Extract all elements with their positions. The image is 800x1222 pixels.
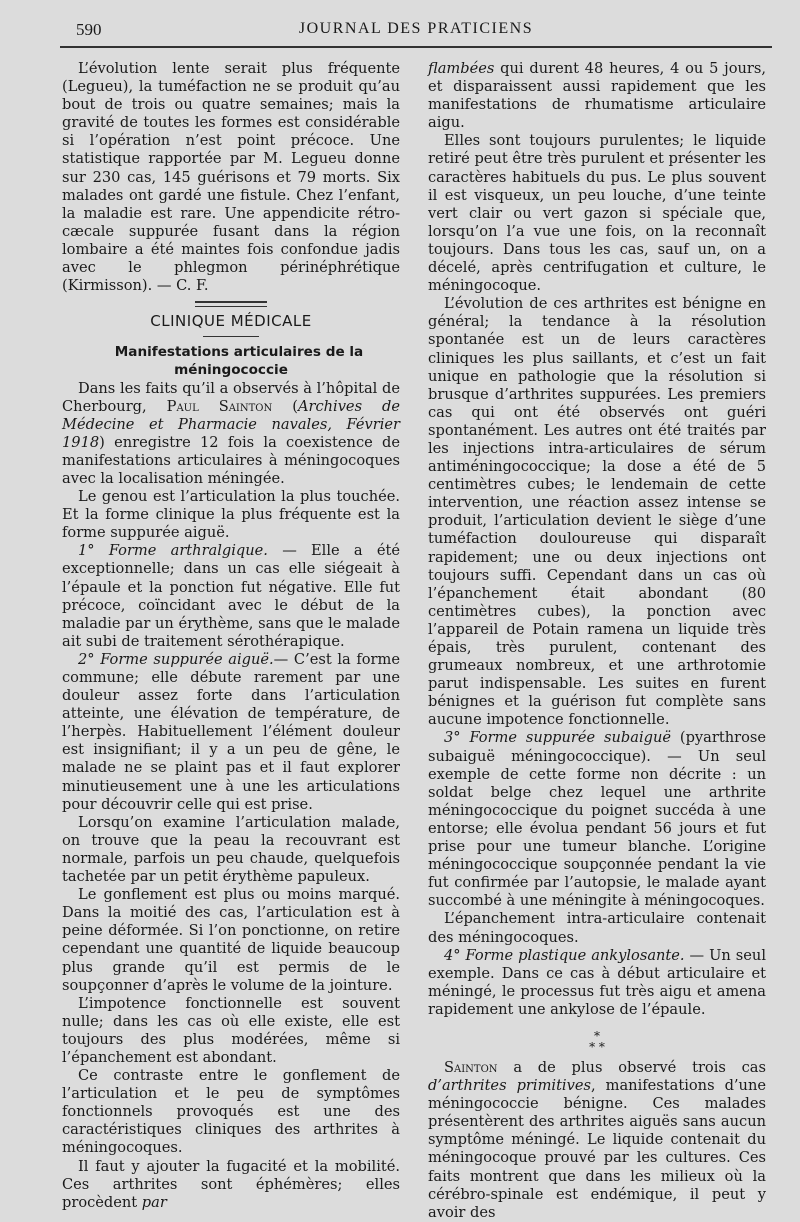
paragraph-purulentes: Elles sont toujours purulentes; le liquide retiré peut être très purulent et présenter les caractères habituels du pus. Le plus souvent il est visqueux, un peu louche, d’une teinte vert clair ou vert gazon si spéciale que, lorsqu’on l’a vue une fois, on la reconnaît toujours. Dans tous les cas, sauf un, on a décelé, après centrifugation et culture, le méningocoque. [428,132,766,295]
form-label: 2° Forme suppurée aiguë. [78,650,274,668]
paragraph-appendicite-conclusion: L’évolution lente serait plus fréquente (Legueu), la tuméfaction ne se produit qu’au bout de trois ou quatre semaines; mais la gravité de toutes les formes est considérable si l’opération n’est point précoce. Une statistique rapportée par M. Legueu donne sur 230 cas, 145 guérisons et 79 morts. Six malades ont gardé une fistule. Chez l’enfant, la maladie est rare. Une appendicite rétro-cæcale suppurée fusant dans la région lombaire a été maintes fois confondue jadis avec le phlegmon périnéphrétique (Kirmisson). — C. F. [62,60,400,295]
author-name: Sainton [444,1058,498,1076]
running-title: JOURNAL DES PRATICIENS [298,20,534,37]
heading-underline [203,336,259,337]
paragraph-genou: Le genou est l’articulation la plus touchée. Et la forme clinique la plus fréquente est la forme suppurée aiguë. [62,488,400,542]
paragraph-arthrites-primitives: Sainton a de plus observé trois cas d’arthrites primitives, manifestations d’une méningococcie bénigne. Ces malades présentèrent des arthrites aiguës sans aucun symptôme méningé. Le liquide contenait du méningocoque prouvé par les cultures. Ces faits montrent que dans les milieux où la cérébro-spinale est endémique, il peut y avoir des [428,1058,766,1221]
author-name: Paul Sainton [166,397,273,415]
paragraph-forme-plastique: 4° Forme plastique ankylosante. — Un seul exemple. Dans ce cas à début articulaire et méningé, le processus fut très aigu et amena rapidement une ankylose de l’épaule. [428,946,767,1018]
form-label: 1° Forme arthralgique. [78,542,268,560]
left-column [62,60,400,1212]
section-divider [195,301,267,307]
paragraph-gonflement: Le gonflement est plus ou moins marqué. Dans la moitié des cas, l’articulation est à peine déformée. Si l’on ponctionne, on retire cependant une quantité de liquide beaucoup plus grande qu’il est permis de le soupçonner d’après le volume de la jointure. [62,886,400,994]
form-label: 3° Forme suppurée subaiguë [444,729,671,747]
paragraph-forme-arthralgique: 1° Forme arthralgique. — Elle a été exceptionnelle; dans un cas elle siégeait à l’épaule et la ponction fut négative. Elle fut précoce, coïncidant avec le début de la maladie par un érythème, sans que le malade ait subi de traitement sérothérapique. [62,542,400,650]
paragraph-forme-suppuree-aigue: 2° Forme suppurée aiguë.— C’est la forme commune; elle débute rarement par une douleur assez forte dans l’articulation atteinte, une élévation de température, de l’herpès. Habituellement l’élément douleur est insignifiant; il y a un peu de gêne, le malade ne se plaint pas et il faut explorer minutieusement une à une les articulations pour découvrir celle qui est prise. [62,650,400,813]
source-citation: Archives de Médecine et Pharmacie navales, Février 1918 [62,397,401,451]
paragraph-fugacite: Il faut y ajouter la fugacité et la mobilité. Ces arthrites sont éphémères; elles procèdent par [62,1157,400,1211]
page-header [60,16,772,48]
right-column [428,60,766,1222]
asterism-separator: * * * [589,1028,605,1054]
paragraph-evolution: L’évolution de ces arthrites est bénigne en général; la tendance à la résolution spontanée est un de leurs caractères cliniques les plus saillants, et c’est un fait unique en pathologie que la résolution si brusque d’arthrites suppurées. Les premiers cas qui ont été observés ont guéri spontanément. Les autres ont été traités par les injections intra-articulaires de sérum antiméningococcique; la dose a été de 5 centimètres cubes; le lendemain de cette intervention, une réaction assez intense se produit, l’articulation devient le siège d’une tuméfaction douloureuse qui disparaît rapidement; une ou deux injections ont toujours suffi. Cependant dans un cas où l’épanchement était abondant (80 centimètres cubes), la ponction avec l’appareil de Potain ramena un liquide très épais, très purulent, contenant des grumeaux nombreux, et une arthrotomie parut indispensable. Les suites en furent bénignes et la guérison fut complète sans aucune impotence fonctionnelle. [428,295,766,729]
article-title: Manifestations articulaires de la méningococcie [114,344,364,379]
paragraph-examen: Lorsqu’on examine l’articulation malade, on trouve que la peau la recouvrant est normale, parfois un peu chaude, quelquefois tachetée par un petit érythème papuleux. [62,813,400,886]
section-heading: CLINIQUE MÉDICALE [150,312,312,331]
paragraph-contraste: Ce contraste entre le gonflement de l’articulation et le peu de symptômes fonctionnels provoqués est une des caractéristiques cliniques des arthrites à méningocoques. [62,1067,400,1157]
page-number: 590 [76,20,102,39]
paragraph-intro: Dans les faits qu’il a observés à l’hôpital de Cherbourg, Paul Sainton (Archives de Médecine et Pharmacie navales, Février 1918) enregistre 12 fois la coexistence de manifestations articulaires à méningocoques avec la localisation méningée. [62,379,401,487]
paragraph-flambees: flambées qui durent 48 heures, 4 ou 5 jours, et disparaissent aussi rapidement que les manifestations de rhumatisme articulaire aigu. [428,60,766,132]
paragraph-impotence: L’impotence fonctionnelle est souvent nulle; dans les cas où elle existe, elle est toujours des plus modérées, même si l’épanchement est abondant. [62,994,400,1066]
paragraph-epanchement: L’épanchement intra-articulaire contenait des méningocoques. [428,910,766,946]
form-label: 4° Forme plastique ankylosante. [444,946,685,964]
paragraph-forme-subaigue: 3° Forme suppurée subaiguë (pyarthrose subaiguë méningococcique). — Un seul exemple de cette forme non décrite : un soldat belge chez lequel une arthrite méningococcique du poignet succéda à une entorse; elle évolua pendant 56 jours et fut prise pour une tumeur blanche. L’origine méningococcique soupçonnée pendant la vie fut confirmée par l’autopsie, le malade ayant succombé à une méningite à méningocoques. [428,729,766,910]
